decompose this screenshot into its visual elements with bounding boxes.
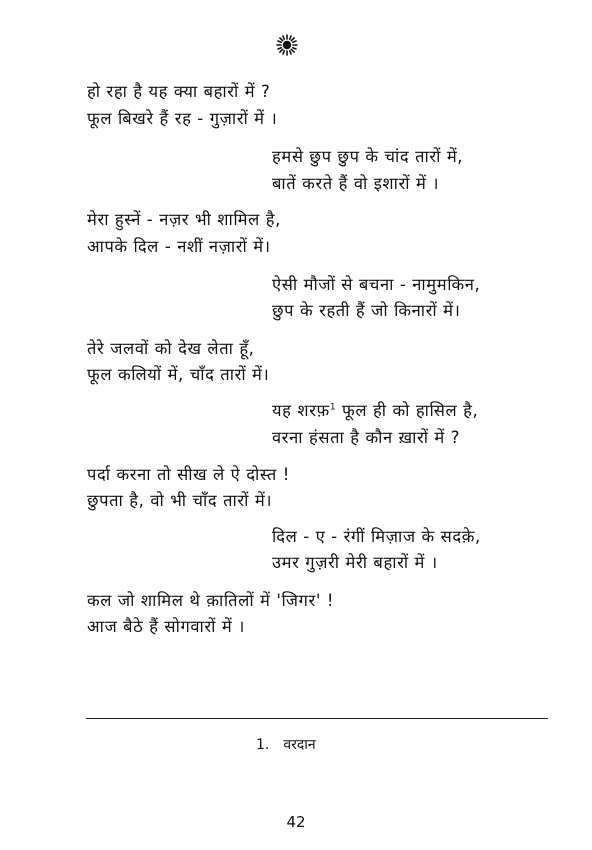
- couplet-8-line-2: उमर गुज़री मेरी बहारों में ।: [272, 553, 438, 572]
- sun-ornament-icon: [276, 34, 298, 56]
- couplet-1-line-2: फूल बिखरे हैं रह - गुज़ारों में ।: [87, 109, 278, 128]
- page-number: 42: [286, 813, 306, 831]
- couplet-9-line-1: कल जो शामिल थे क़ातिलों में 'जिगर' !: [87, 591, 335, 610]
- footnote-divider: [86, 718, 548, 719]
- couplet-6-line-1-start: यह शरफ़: [272, 401, 330, 420]
- couplet-3-line-1: मेरा हुस्नें - नज़र भी शामिल है,: [87, 210, 281, 229]
- footnote-marker: 1: [329, 402, 337, 413]
- couplet-4-line-2: छुप के रहती हैं जो किनारों में।: [272, 301, 461, 320]
- couplet-6-line-1: [272, 400, 478, 422]
- couplet-6-line-2: वरना हंसता है कौन ख़ारों में ?: [272, 428, 461, 447]
- footnote-text: वरदान: [283, 737, 316, 753]
- couplet-4-line-1: ऐसी मौजों से बचना - नामुमकिन,: [272, 275, 481, 294]
- couplet-9-line-2: आज बैठे हैं सोगवारों में ।: [87, 617, 246, 636]
- couplet-1-line-1: हो रहा है यह क्या बहारों में ?: [87, 82, 271, 101]
- couplet-2-line-1: हमसे छुप छुप के चांद तारों में,: [272, 147, 464, 166]
- couplet-7-line-1: पर्दा करना तो सीख ले ऐ दोस्त !: [87, 465, 290, 484]
- couplet-6-line-1-rest: फूल ही को हासिल है,: [336, 401, 479, 420]
- footnote: [256, 735, 316, 755]
- couplet-5-line-2: फूल कलियों में, चाँद तारों में।: [87, 365, 270, 384]
- couplet-8-line-1: दिल - ए - रंगीं मिज़ाज के सदक़े,: [272, 527, 481, 546]
- footnote-number: 1.: [256, 737, 270, 753]
- couplet-3-line-2: आपके दिल - नशीं नज़ारों में।: [87, 237, 271, 256]
- couplet-2-line-2: बातें करते हैं वो इशारों में ।: [272, 174, 440, 193]
- couplet-7-line-2: छुपता है, वो भी चाँद तारों में।: [87, 491, 273, 510]
- couplet-5-line-1: तेरे जलवों को देख लेता हूँ,: [87, 339, 255, 358]
